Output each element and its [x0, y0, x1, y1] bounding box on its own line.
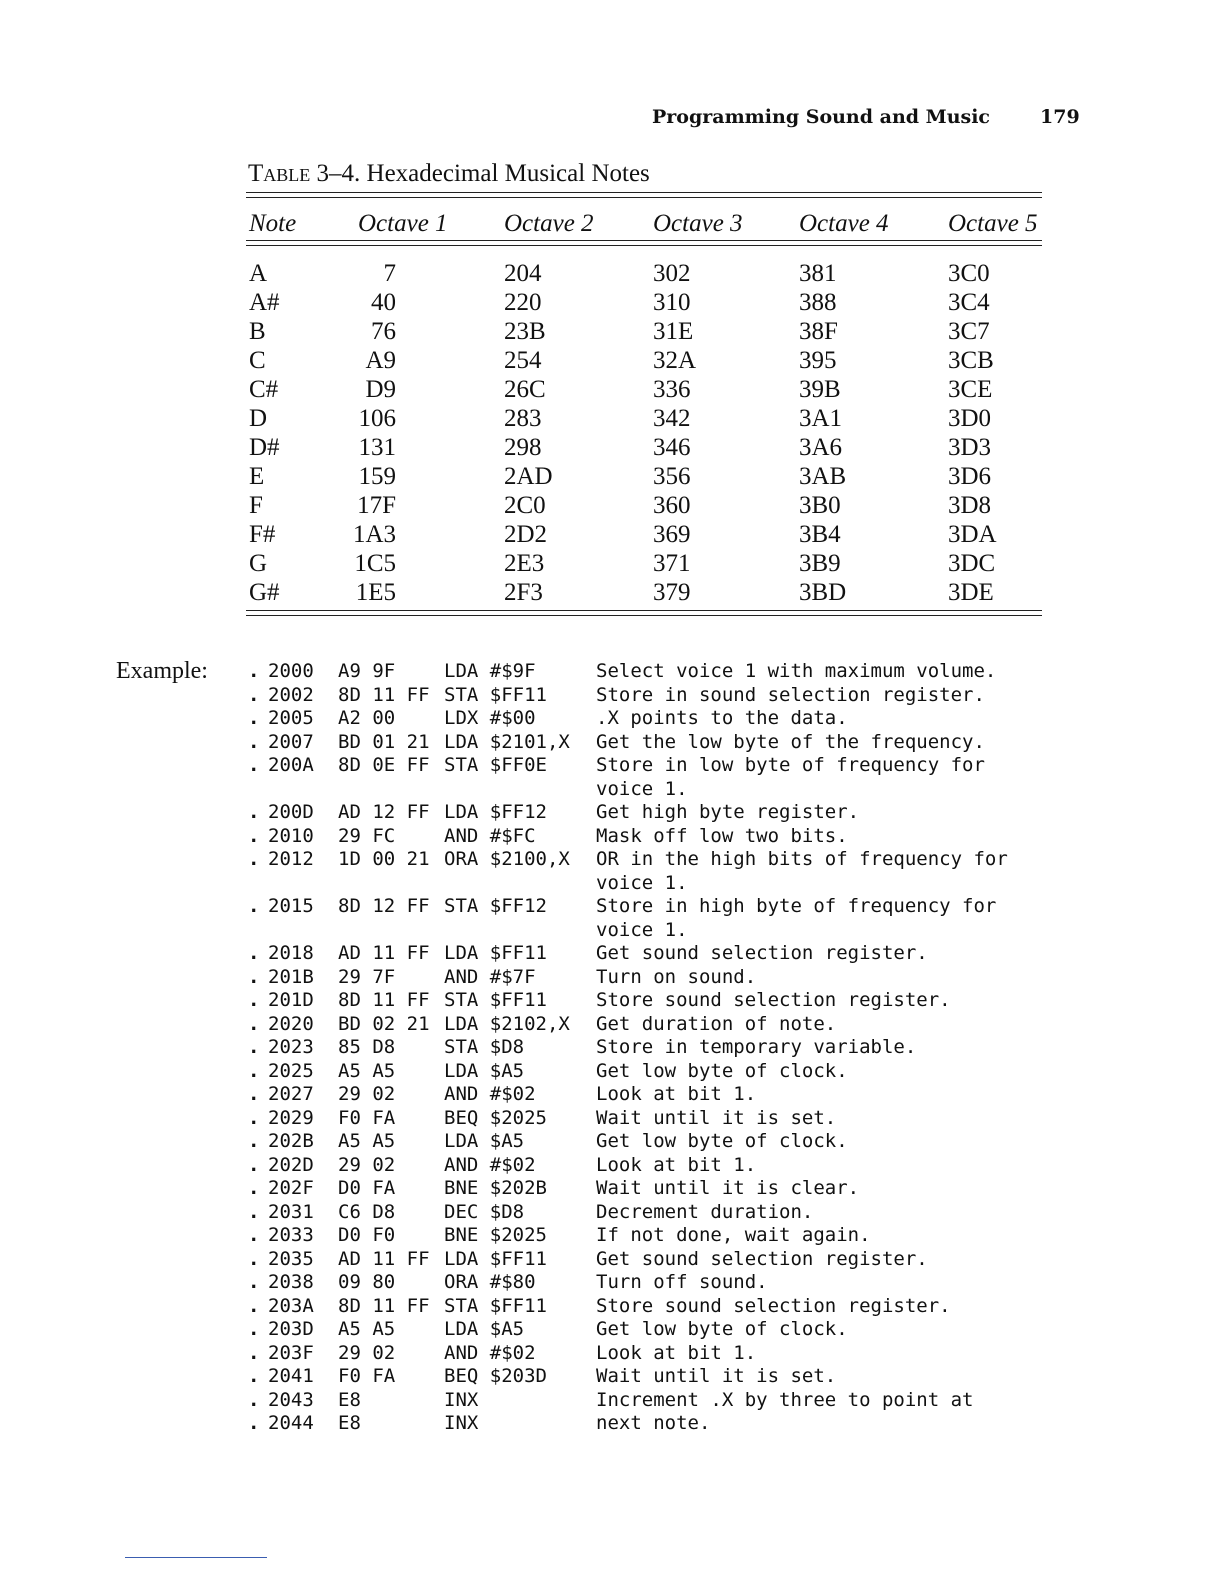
instruction: AND #$FC — [444, 824, 536, 847]
address: 2033 — [268, 1224, 314, 1246]
machine-bytes: BD 02 21 — [338, 1012, 430, 1035]
caption-number: 3–4. — [316, 160, 361, 187]
comment: Select voice 1 with maximum volume. — [596, 660, 997, 682]
address: 2007 — [268, 730, 314, 753]
instruction: ORA #$80 — [444, 1271, 536, 1293]
address: 200A — [268, 754, 314, 776]
instruction: AND #$02 — [444, 1341, 536, 1364]
address: 2027 — [268, 1083, 314, 1105]
machine-bytes: AD 12 FF — [338, 801, 430, 823]
machine-bytes: 29 02 — [338, 1153, 396, 1176]
line-dot: . — [248, 1130, 260, 1152]
instruction: LDX #$00 — [444, 707, 536, 729]
table-cell: 3C4 — [948, 289, 990, 316]
table-top-rule — [246, 192, 1042, 193]
table-cell: 3D6 — [948, 463, 992, 490]
machine-bytes: A5 A5 — [338, 1318, 396, 1340]
address: 201D — [268, 989, 314, 1011]
instruction: AND #$02 — [444, 1083, 536, 1105]
table-cell: G — [249, 550, 268, 577]
table-cell: 3B9 — [799, 550, 841, 577]
line-dot: . — [248, 824, 260, 847]
table-cell: 342 — [653, 405, 691, 432]
instruction: INX — [444, 1412, 479, 1434]
machine-bytes: 09 80 — [338, 1271, 396, 1293]
table-cell: 336 — [653, 376, 691, 403]
table-cell: 3C7 — [948, 318, 990, 345]
machine-bytes: 8D 12 FF — [338, 895, 430, 917]
line-dot: . — [248, 1177, 260, 1199]
table-cell: 1C5 — [354, 550, 396, 577]
table-cell: D# — [249, 434, 280, 461]
table-cell: 3CB — [948, 347, 994, 374]
table-cell: 3C0 — [948, 260, 990, 287]
instruction: LDA $2102,X — [444, 1012, 570, 1035]
machine-bytes: F0 FA — [338, 1106, 396, 1129]
machine-bytes: D0 FA — [338, 1177, 396, 1199]
column-header-0: Note — [249, 210, 297, 237]
line-dot: . — [248, 1341, 260, 1364]
machine-bytes: 8D 11 FF — [338, 1294, 430, 1317]
comment: Mask off low two bits. — [596, 824, 848, 847]
caption-title: Hexadecimal Musical Notes — [366, 160, 650, 187]
table-cell: F — [249, 492, 263, 519]
comment: Get low byte of clock. — [596, 1059, 848, 1082]
address: 203D — [268, 1318, 314, 1340]
address: 2002 — [268, 683, 314, 706]
instruction: BNE $2025 — [444, 1224, 547, 1246]
machine-bytes: AD 11 FF — [338, 942, 430, 964]
machine-bytes: 29 02 — [338, 1341, 396, 1364]
line-dot: . — [248, 1318, 260, 1340]
comment: Store sound selection register. — [596, 1294, 951, 1317]
table-cell: 76 — [371, 318, 396, 345]
comment: Store in low byte of frequency for — [596, 754, 985, 776]
address: 202D — [268, 1153, 314, 1176]
comment: Store in temporary variable. — [596, 1036, 917, 1058]
address: 2018 — [268, 942, 314, 964]
address: 201B — [268, 965, 314, 988]
comment: OR in the high bits of frequency for — [596, 848, 1008, 870]
table-cell: 1A3 — [352, 521, 396, 548]
column-header-4: Octave 4 — [799, 210, 889, 237]
table-cell: 3D3 — [948, 434, 992, 461]
machine-bytes: 8D 11 FF — [338, 683, 430, 706]
table-cell: 32A — [653, 347, 697, 374]
table-cell: 395 — [799, 347, 837, 374]
table-cell: 2E3 — [504, 550, 545, 577]
table-cell: 220 — [504, 289, 542, 316]
running-title: Programming Sound and Music — [652, 106, 990, 128]
line-dot: . — [248, 801, 260, 823]
table-cell: G# — [249, 579, 280, 606]
comment: Get duration of note. — [596, 1012, 837, 1035]
address: 2031 — [268, 1200, 314, 1223]
table-cell: 388 — [799, 289, 837, 316]
table-cell: B — [249, 318, 266, 345]
table-cell: 3CE — [948, 376, 993, 403]
comment: Look at bit 1. — [596, 1083, 757, 1105]
table-cell: 360 — [653, 492, 691, 519]
instruction: STA $FF12 — [444, 895, 547, 917]
address: 2000 — [268, 660, 314, 682]
address: 2029 — [268, 1106, 314, 1129]
address: 2020 — [268, 1012, 314, 1035]
example-label: Example: — [116, 658, 208, 684]
comment: .X points to the data. — [596, 707, 848, 729]
table-cell: 26C — [504, 376, 546, 403]
table-cell: 39B — [799, 376, 841, 403]
line-dot: . — [248, 1153, 260, 1176]
address: 2043 — [268, 1388, 314, 1411]
line-dot: . — [248, 1294, 260, 1317]
table-top-rule — [246, 197, 1042, 198]
table-cell: 3DA — [948, 521, 997, 548]
table-cell: 204 — [504, 260, 542, 287]
table-cell: 23B — [504, 318, 546, 345]
instruction: STA $FF0E — [444, 754, 547, 776]
line-dot: . — [248, 707, 260, 729]
comment: Wait until it is clear. — [596, 1177, 860, 1199]
table-cell: 356 — [653, 463, 691, 490]
line-dot: . — [248, 848, 260, 870]
table-cell: 2AD — [504, 463, 553, 490]
table-bottom-rule — [246, 610, 1042, 611]
table-cell: 3BD — [799, 579, 847, 606]
instruction: LDA $A5 — [444, 1130, 525, 1152]
comment-continuation: voice 1. — [596, 871, 688, 894]
line-dot: . — [248, 1412, 260, 1434]
table-cell: F# — [249, 521, 276, 548]
table-cell: 302 — [653, 260, 691, 287]
instruction: LDA $FF11 — [444, 942, 547, 964]
comment-continuation: voice 1. — [596, 777, 688, 800]
table-cell: 3A6 — [799, 434, 843, 461]
machine-bytes: A5 A5 — [338, 1130, 396, 1152]
machine-bytes: 1D 00 21 — [338, 848, 430, 870]
address: 2035 — [268, 1247, 314, 1270]
comment: Wait until it is set. — [596, 1106, 837, 1129]
machine-bytes: E8 — [338, 1412, 361, 1434]
instruction: STA $D8 — [444, 1036, 525, 1058]
table-cell: A — [249, 260, 268, 287]
line-dot: . — [248, 683, 260, 706]
instruction: STA $FF11 — [444, 989, 547, 1011]
table-cell: 7 — [383, 260, 396, 287]
instruction: LDA #$9F — [444, 660, 536, 682]
address: 2005 — [268, 707, 314, 729]
table-cell: 3DC — [948, 550, 996, 577]
line-dot: . — [248, 660, 260, 682]
table-cell: 3D0 — [948, 405, 992, 432]
comment: Get sound selection register. — [596, 942, 928, 964]
instruction: BEQ $203D — [444, 1365, 547, 1387]
table-caption — [248, 160, 650, 188]
comment: Store sound selection register. — [596, 989, 951, 1011]
address: 2038 — [268, 1271, 314, 1293]
comment: Look at bit 1. — [596, 1153, 757, 1176]
line-dot: . — [248, 1200, 260, 1223]
line-dot: . — [248, 895, 260, 917]
comment: Store in sound selection register. — [596, 683, 985, 706]
instruction: ORA $2100,X — [444, 848, 570, 870]
line-dot: . — [248, 1106, 260, 1129]
machine-bytes: BD 01 21 — [338, 730, 430, 753]
machine-bytes: E8 — [338, 1388, 361, 1411]
table-header-rule — [246, 240, 1042, 241]
table-cell: 2F3 — [504, 579, 543, 606]
address: 2025 — [268, 1059, 314, 1082]
instruction: STA $FF11 — [444, 683, 547, 706]
address: 200D — [268, 801, 314, 823]
line-dot: . — [248, 1388, 260, 1411]
address: 202F — [268, 1177, 314, 1199]
line-dot: . — [248, 1365, 260, 1387]
address: 2010 — [268, 824, 314, 847]
machine-bytes: A9 9F — [338, 660, 396, 682]
comment: Increment .X by three to point at — [596, 1388, 974, 1411]
table-cell: 106 — [358, 405, 396, 432]
instruction: AND #$02 — [444, 1153, 536, 1176]
machine-bytes: A5 A5 — [338, 1059, 396, 1082]
comment: next note. — [596, 1412, 711, 1434]
comment: Look at bit 1. — [596, 1341, 757, 1364]
table-cell: D9 — [365, 376, 396, 403]
page-number: 179 — [1040, 106, 1080, 128]
line-dot: . — [248, 730, 260, 753]
line-dot: . — [248, 1059, 260, 1082]
machine-bytes: 29 02 — [338, 1083, 396, 1105]
column-header-3: Octave 3 — [653, 210, 743, 237]
instruction: LDA $2101,X — [444, 730, 570, 753]
column-header-5: Octave 5 — [948, 210, 1038, 237]
comment: If not done, wait again. — [596, 1224, 871, 1246]
table-cell: 283 — [504, 405, 542, 432]
table-cell: 346 — [653, 434, 691, 461]
table-cell: E — [249, 463, 265, 490]
instruction: LDA $FF11 — [444, 1247, 547, 1270]
comment: Get low byte of clock. — [596, 1318, 848, 1340]
comment: Store in high byte of frequency for — [596, 895, 997, 917]
machine-bytes: A2 00 — [338, 707, 396, 729]
line-dot: . — [248, 1036, 260, 1058]
comment: Turn on sound. — [596, 965, 757, 988]
comment: Wait until it is set. — [596, 1365, 837, 1387]
instruction: INX — [444, 1388, 479, 1411]
table-cell: 3A1 — [799, 405, 843, 432]
line-dot: . — [248, 942, 260, 964]
machine-bytes: 29 FC — [338, 824, 396, 847]
column-header-1: Octave 1 — [358, 210, 448, 237]
table-cell: 381 — [799, 260, 837, 287]
table-cell: 298 — [504, 434, 542, 461]
table-cell: 31E — [653, 318, 694, 345]
address: 2012 — [268, 848, 314, 870]
column-header-2: Octave 2 — [504, 210, 594, 237]
table-cell: A# — [249, 289, 280, 316]
table-cell: 1E5 — [355, 579, 396, 606]
comment: Get the low byte of the frequency. — [596, 730, 985, 753]
address: 2015 — [268, 895, 314, 917]
table-cell: 3B4 — [799, 521, 841, 548]
table-cell: 3D8 — [948, 492, 992, 519]
comment: Turn off sound. — [596, 1271, 768, 1293]
table-cell: 371 — [653, 550, 691, 577]
table-cell: 3AB — [799, 463, 847, 490]
caption-prefix: Table — [248, 160, 311, 187]
machine-bytes: 8D 11 FF — [338, 989, 430, 1011]
table-cell: 310 — [653, 289, 691, 316]
table-cell: 159 — [358, 463, 396, 490]
machine-bytes: 29 7F — [338, 965, 396, 988]
address: 202B — [268, 1130, 314, 1152]
machine-bytes: 8D 0E FF — [338, 754, 430, 776]
instruction: LDA $A5 — [444, 1059, 525, 1082]
table-cell: C — [249, 347, 266, 374]
comment: Get sound selection register. — [596, 1247, 928, 1270]
machine-bytes: C6 D8 — [338, 1200, 396, 1223]
address: 2044 — [268, 1412, 314, 1434]
comment: Decrement duration. — [596, 1200, 814, 1223]
table-cell: 2C0 — [504, 492, 546, 519]
address: 2041 — [268, 1365, 314, 1387]
line-dot: . — [248, 1224, 260, 1246]
instruction: BNE $202B — [444, 1177, 547, 1199]
line-dot: . — [248, 965, 260, 988]
instruction: AND #$7F — [444, 965, 536, 988]
table-cell: 2D2 — [504, 521, 548, 548]
line-dot: . — [248, 1271, 260, 1293]
line-dot: . — [248, 1012, 260, 1035]
comment-continuation: voice 1. — [596, 918, 688, 941]
instruction: DEC $D8 — [444, 1200, 525, 1223]
table-cell: 3DE — [948, 579, 994, 606]
table-cell: C# — [249, 376, 279, 403]
comment: Get low byte of clock. — [596, 1130, 848, 1152]
line-dot: . — [248, 1247, 260, 1270]
line-dot: . — [248, 1083, 260, 1105]
table-header-rule — [246, 245, 1042, 246]
instruction: LDA $FF12 — [444, 801, 547, 823]
machine-bytes: F0 FA — [338, 1365, 396, 1387]
table-cell: 369 — [653, 521, 691, 548]
table-cell: A9 — [365, 347, 396, 374]
table-bottom-rule — [246, 615, 1042, 616]
comment: Get high byte register. — [596, 801, 860, 823]
line-dot: . — [248, 754, 260, 776]
instruction: STA $FF11 — [444, 1294, 547, 1317]
address: 203A — [268, 1294, 314, 1317]
address: 2023 — [268, 1036, 314, 1058]
machine-bytes: 85 D8 — [338, 1036, 396, 1058]
table-cell: 379 — [653, 579, 691, 606]
table-cell: 38F — [799, 318, 838, 345]
table-cell: D — [249, 405, 268, 432]
table-cell: 131 — [358, 434, 396, 461]
machine-bytes: AD 11 FF — [338, 1247, 430, 1270]
footer-rule — [125, 1557, 267, 1558]
instruction: BEQ $2025 — [444, 1106, 547, 1129]
instruction: LDA $A5 — [444, 1318, 525, 1340]
address: 203F — [268, 1341, 314, 1364]
table-cell: 3B0 — [799, 492, 841, 519]
table-cell: 254 — [504, 347, 542, 374]
machine-bytes: D0 F0 — [338, 1224, 396, 1246]
table-cell: 40 — [371, 289, 396, 316]
table-cell: 17F — [357, 492, 396, 519]
line-dot: . — [248, 989, 260, 1011]
